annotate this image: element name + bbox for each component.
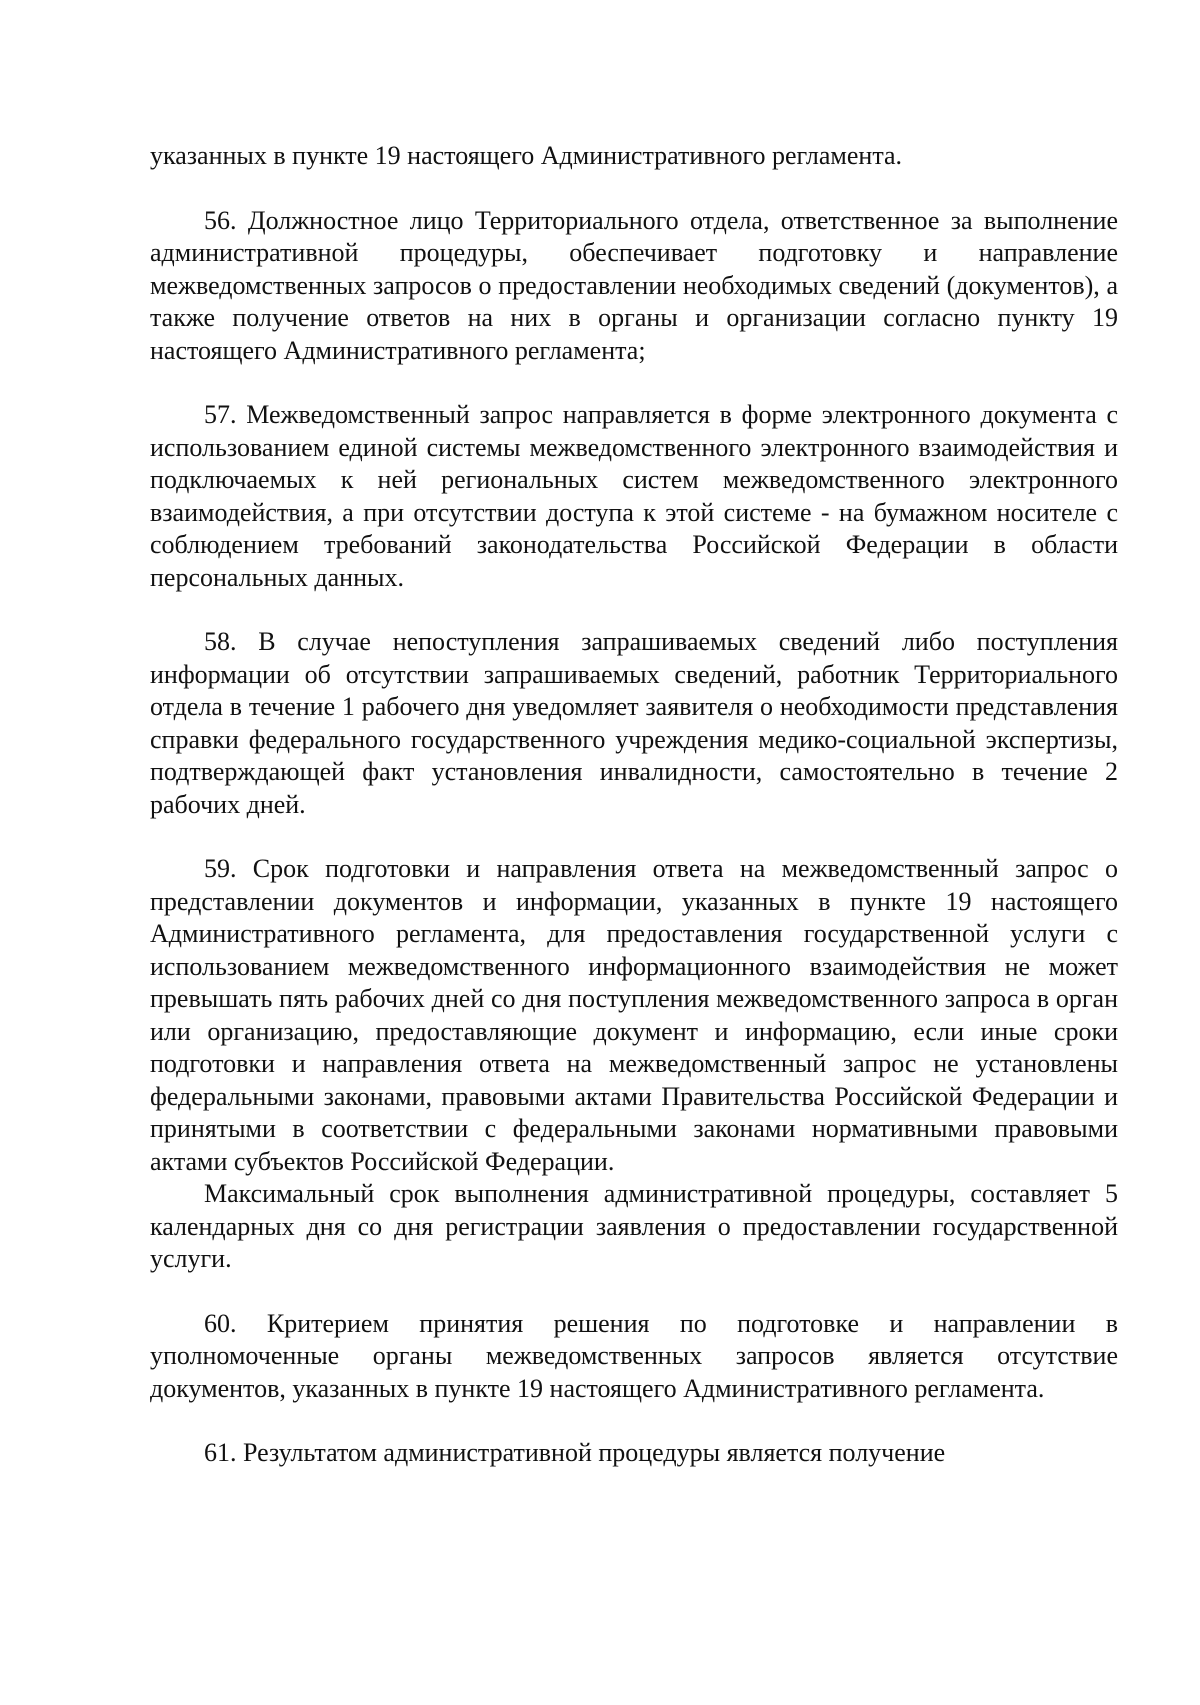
paragraph-60: 60. Критерием принятия решения по подготовке и направлении в уполномоченные органы межведомственных запросов является отсутствие документов, указанных в пункте 19 настоящего Административного регламента.: [150, 1308, 1118, 1403]
paragraph-57: 57. Межведомственный запрос направляется в форме электронного документа с использованием единой системы межведомственного электронного взаимодействия и подключаемых к ней региональных систем межведомственного электронного взаимодействия, а при отсутствии доступа к этой системе - на бумажном носителе с соблюдением требований законодательства Российской Федерации в области персональных данных.: [150, 400, 1118, 592]
paragraph-56: 56. Должностное лицо Территориального отдела, ответственное за выполнение административной процедуры, обеспечивает подготовку и направление межведомственных запросов о предоставлении необходимых сведений (документов), а также получение ответов на них в органы и организации согласно пункту 19 настоящего Административного регламента;: [150, 205, 1118, 365]
paragraph-59-max-term: Максимальный срок выполнения административной процедуры, составляет 5 календарных дня со дня регистрации заявления о предоставлении государственной услуги.: [150, 1179, 1118, 1273]
document-body: [150, 140, 1118, 1470]
paragraph-59: 59. Срок подготовки и направления ответа на межведомственный запрос о представлении документов и информации, указанных в пункте 19 настоящего Административного регламента, для предоставления государственной услуги с использованием межведомственного информационного взаимодействия не может превышать пять рабочих дней со дня поступления межведомственного запроса в орган или организацию, предоставляющие документ и информацию, если иные сроки подготовки и направления ответа на межведомственный запрос не установлены федеральными законами, правовыми актами Правительства Российской Федерации и принятыми в соответствии с федеральными законами нормативными правовыми актами субъектов Российской Федерации.: [150, 854, 1118, 1176]
paragraph-58: 58. В случае непоступления запрашиваемых сведений либо поступления информации об отсутствии запрашиваемых сведений, работник Территориального отдела в течение 1 рабочего дня уведомляет заявителя о необходимости представления справки федерального государственного учреждения медико-социальной экспертизы, подтверждающей факт установления инвалидности, самостоятельно в течение 2 рабочих дней.: [150, 627, 1118, 819]
paragraph-61: 61. Результатом административной процедуры является получение: [204, 1438, 946, 1467]
paragraph-continuation: указанных в пункте 19 настоящего Административного регламента.: [150, 141, 903, 170]
